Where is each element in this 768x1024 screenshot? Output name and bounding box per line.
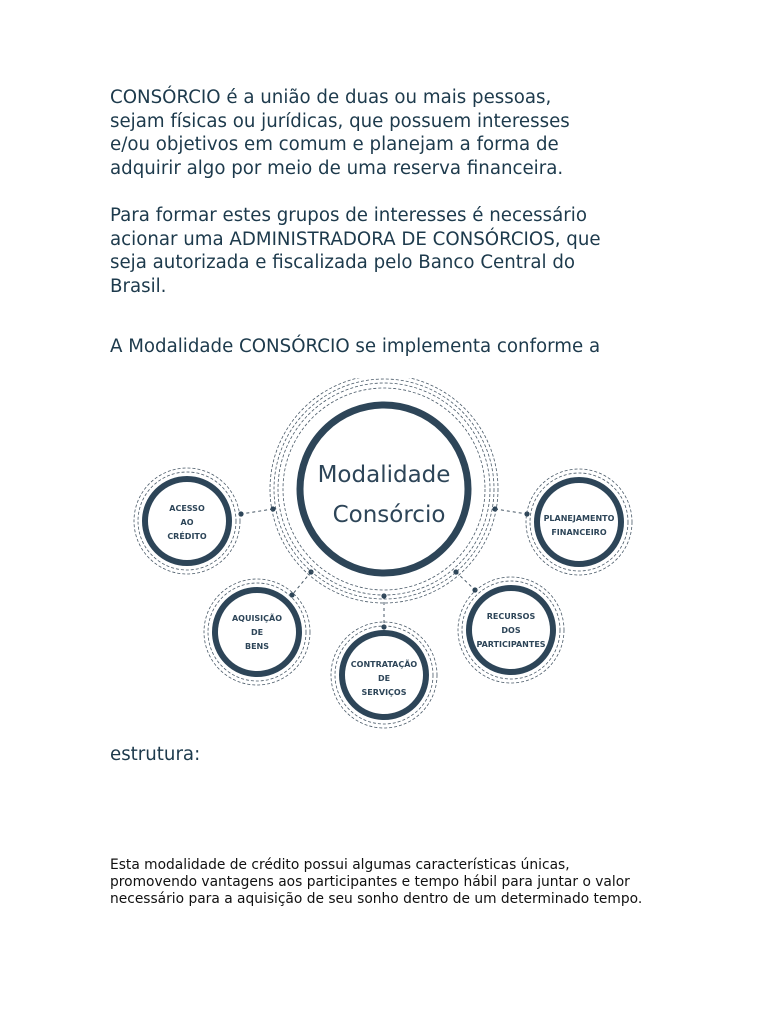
estrutura-line: estrutura: <box>110 744 201 765</box>
node-label: PLANEJAMENTO <box>543 514 615 523</box>
node-planejamento-financeiro <box>526 469 632 575</box>
node-label: AQUISIÇÃO <box>231 614 283 623</box>
node-label: BENS <box>244 642 270 651</box>
node-contratacao-de-servicos <box>331 622 437 728</box>
center-label-line1: Modalidade <box>317 462 451 488</box>
node-label: FINANCEIRO <box>551 528 607 537</box>
center-label-line2: Consórcio <box>332 502 446 528</box>
consorcio-structure-diagram <box>130 378 640 730</box>
node-acesso-ao-credito <box>134 468 240 574</box>
administradora-paragraph: Para formar estes grupos de interesses é necessário acionar uma ADMINISTRADORA DE CONSÓRCIOS, que seja autorizada e fiscalizada pelo Banco Central do Brasil. <box>110 205 601 297</box>
node-label: DE <box>250 628 264 637</box>
intro-paragraph: CONSÓRCIO é a união de duas ou mais pessoas, sejam físicas ou jurídicas, que possuem interesses e/ou objetivos em comum e planejam a forma de adquirir algo por meio de uma reserva financeira. <box>110 87 570 179</box>
node-label: DOS <box>501 626 521 635</box>
characteristics-paragraph: Esta modalidade de crédito possui algumas características únicas, promovendo vantagens aos participantes e tempo hábil para juntar o valor necessário para a aquisição de seu sonho dentro de um determinado tempo. <box>110 857 643 907</box>
node-label: CONTRATAÇÃO <box>350 660 418 669</box>
node-label: ACESSO <box>169 504 205 513</box>
center-node <box>270 378 498 603</box>
node-label: CRÉDITO <box>167 532 207 541</box>
node-label: DE <box>377 674 391 683</box>
node-label: AO <box>180 518 194 527</box>
modalidade-intro-line: A Modalidade CONSÓRCIO se implementa conforme a <box>110 336 601 357</box>
node-label: PARTICIPANTES <box>476 640 546 649</box>
node-recursos-dos-participantes <box>458 577 564 683</box>
node-label: SERVIÇOS <box>361 688 407 697</box>
node-label: RECURSOS <box>486 612 536 621</box>
